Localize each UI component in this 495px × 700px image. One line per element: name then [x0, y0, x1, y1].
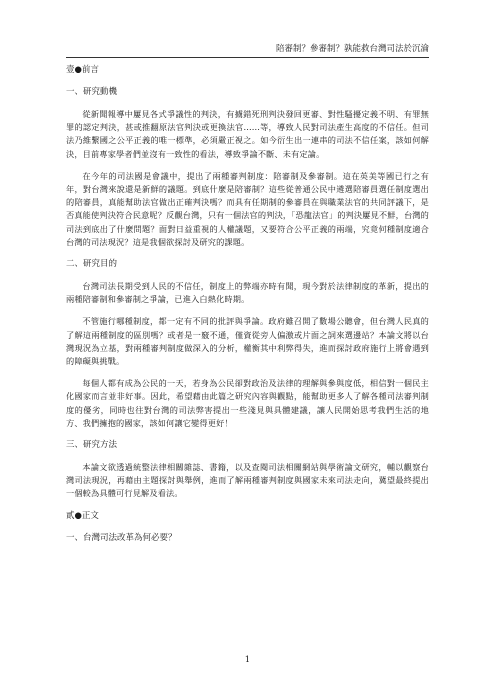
paragraph-method: 本論文欲透過統整法律相關雜誌、書籍，以及查閱司法相關網站與學術論文研究，輔以觀察台灣司法現況，再藉由主題探討與舉例，進而了解兩種審判制度與國家未來司法走向，冀望最終提出一個較為具體可行見解及看法。: [66, 462, 429, 499]
chapter-heading-preface: 壹●前言: [66, 65, 99, 75]
section-heading-motivation: 一、研究動機: [66, 87, 118, 97]
paragraph-motivation-1: 從新聞報導中屢見各式爭議性的判決，有擄錯死刑判決發回更審、對性騷擾定義不明、有罪無罪的認定判決，甚或推翻原法官判決或更換法官......等，導致人民對司法產生高度的不信任。但司法乃維繫國之公平正義的唯一標準，必須嚴正視之。如今衍生出一連串的司法不信任案，該如何解決，目前專家學者們並沒有一致性的看法，導致爭論不斷、未有定論。: [66, 109, 429, 159]
running-header: 陪審制？參審制？孰能救台灣司法於沉淪: [275, 44, 429, 54]
document-body: [66, 64, 429, 554]
section-heading-purpose: 二、研究目的: [66, 259, 118, 270]
paragraph-purpose-3: 每個人都有成為公民的一天，若身為公民卻對政治及法律的理解與參與度低，相信對一個民主化國家而言並非好事。因此，希望藉由此篇之研究內容與觀點，能幫助更多人了解各種司法審判制度的優劣，同時也往對台灣的司法弊害提出一些淺見與具體建議，讓人民開始思考我們生活的地方、我們擁抱的國家，該如何讓它變得更好！: [66, 378, 429, 428]
chapter-heading-main-text: 貳●正文: [66, 510, 99, 521]
section-heading-method: 三、研究方法: [66, 440, 118, 451]
header-rule: [66, 57, 429, 58]
paragraph-motivation-2: 在今年的司法國是會議中，提出了兩種審判制度：陪審制及參審制。這在英美等國已行之有年，對台灣來說還是新鮮的議題。到底什麼是陪審制？這些從普通公民中遴選陪審員選任制度選出的陪審員，真能幫助法官做出正確判決嗎？而具有任期制的參審員在與職業法官的共同評議下，是否真能使判決符合民意呢？反觀台灣，只有一個法官的判決，「恐龍法官」的判決屢見不鮮，台灣的司法到底出了什麼問題？面對日益重視的人權議題，又要符合公平正義的兩端，究竟何種制度適合台灣的司法現況？這是我個欲探討及研究的課題。: [66, 170, 429, 247]
section-heading-reform-necessity: 一、台灣司法改革為何必要？: [66, 532, 177, 543]
paragraph-purpose-1: 台灣司法長期受到人民的不信任，制度上的弊端亦時有聞，現今對於法律制度的革新，提出的兩種陪審制和參審制之爭論，已進入白熱化時期。: [66, 281, 429, 305]
page-number: 1: [244, 655, 251, 665]
paragraph-purpose-2: 不管施行哪種制度，都一定有不同的批評與爭論。政府雖召開了數場公聽會，但台灣人民真的了解這兩種制度的區別嗎？或者是一竅不通，僅資從旁人偏激或片面之詞來選邊站？本論文將以台灣現況為立基，對兩種審判制度做深入的分析，權衡其中利弊得失，進而探討政府施行上將會遇到的障礙與挑戰。: [66, 316, 429, 367]
